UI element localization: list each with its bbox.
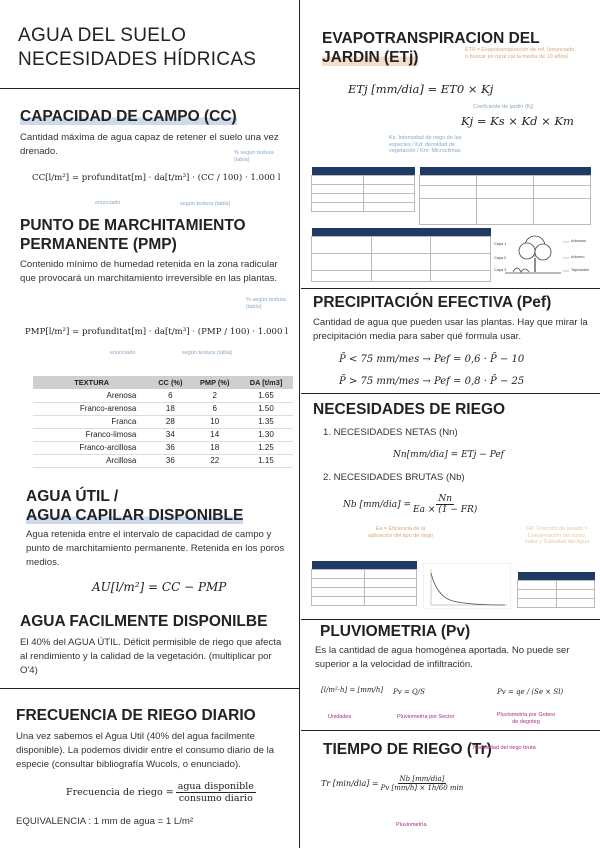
etj-note-et0: ET0 = Evapotranspiración de ref. (enunciado, o buscar en rural cat la media de 10 años) [465, 47, 576, 60]
table-row: Arcillosa 36 22 1.15 [33, 454, 293, 467]
cc-note-left: enunciado [95, 200, 121, 206]
nr-formula-2: Nb [mm/dia] = $\frac{Nn}{Ea \times (1 - FR)}$ [343, 494, 478, 515]
etj-note-k: Ks: Intensidad de riego de las especies / Kd: densidad de vegetación / Km: Microclimas [389, 135, 462, 154]
ea-table [311, 561, 417, 606]
pv-formula-sector: Pv = Q/S [393, 688, 425, 696]
table-row: Franca 28 10 1.35 [33, 415, 293, 428]
pmp-heading: PUNTO DE MARCHITAMIENTO PERMANENTE (PMP) [20, 217, 246, 253]
label-capa-2: Capa 2 [494, 256, 507, 260]
column-header: TEXTURA [33, 376, 150, 389]
pmp-text: Contenido mínimo de humedad retenida en la zona radicular que provocará un marchitamiento irreversible en las plantas. [20, 259, 278, 284]
divider [0, 688, 299, 689]
column-header: PMP (%) [190, 376, 239, 389]
pmp-note-top: % según textura (tabla) [246, 297, 286, 310]
label-capa-1: Capa 1 [494, 242, 507, 246]
nr-item-1: 1. NECESIDADES NETAS (Nn) [323, 427, 458, 438]
pef-formula-1: P̄ < 75 mm/mes → Pef = 0,6 · P̄ − 10 [339, 354, 525, 365]
cc-heading: CAPACIDAD DE CAMPO (CC) [20, 108, 237, 125]
pv-formula-units: [l/m²·h] = [mm/h] [321, 686, 384, 694]
cc-formula: CC[l/m²] = profunditat[m] · da[t/m³] · (CC / 100) · 1.000 l [32, 173, 281, 183]
divider [0, 88, 299, 89]
kd-table [419, 167, 591, 225]
pef-formula-2: P̄ > 75 mm/mes → Pef = 0,8 · P̄ − 25 [339, 376, 525, 387]
nr-heading: NECESIDADES DE RIEGO [313, 401, 506, 418]
pv-heading: PLUVIOMETRIA (Pv) [320, 623, 471, 640]
ks-table [311, 167, 415, 212]
etj-formula-2: Kj = Ks × Kd × Km [461, 114, 574, 128]
freq-text: Una vez sabemos el Agua Util (40% del agua facilmente disponible). La podemos dividir entre el consumo diario de la especie (consultar bibliografía Wucols, o enunciado). [16, 731, 275, 770]
etj-heading: EVAPOTRANSPIRACION DEL JARDIN (ETj) [322, 30, 540, 66]
au-formula: AU[l/m²] = CC − PMP [92, 580, 227, 594]
label-tapizantes: Tapizantes [571, 268, 590, 272]
pmp-formula: PMP[l/m²] = profunditat[m] · da[t/m³] · (PMP / 100) · 1.000 l [25, 327, 288, 337]
column-header: DA [t/m3] [239, 376, 293, 389]
freq-formula: Frecuencia de riego = $\frac{\text{agua disponible}}{\text{consumo diario}}$ [66, 781, 254, 804]
tr-note-pv: Pluviometría [396, 822, 427, 828]
freq-equivalence: EQUIVALENCIA : 1 mm de agua = 1 L/m² [16, 816, 194, 827]
label-arboreo: Arbóreo [571, 255, 585, 259]
pef-heading: PRECIPITACIÓN EFECTIVA (Pef) [313, 294, 552, 311]
nr-item-2: 2. NECESIDADES BRUTAS (Nb) [323, 472, 465, 483]
cc-note-right: según textura (tabla) [180, 201, 231, 207]
divider [301, 619, 600, 620]
pv-label-goteo: Pluviometría por Gotero de degoteg [496, 712, 556, 725]
freq-heading: FRECUENCIA DE RIEGO DIARIO [16, 707, 256, 724]
table-row: Arenosa 6 2 1.65 [33, 389, 293, 402]
pef-text: Cantidad de agua que pueden usar las plantas. Hay que mirar la precipitación media para saber qué formula usar. [313, 317, 588, 342]
divider [301, 288, 600, 289]
pv-label-units: Unidades [328, 714, 352, 720]
fr-table [517, 572, 595, 608]
afd-heading: AGUA FACILMENTE DISPONILBE [20, 613, 268, 630]
table-row: Franco-arcillosa 36 18 1.25 [33, 441, 293, 454]
cc-note-top: % según textura (tabla) [234, 150, 274, 163]
etj-formula-1: ETj [mm/dia] = ET0 × Kj [348, 82, 494, 96]
column-header: CC (%) [150, 376, 190, 389]
tr-heading: TIEMPO DE RIEGO (Tr) [323, 741, 492, 758]
au-text: Agua retenida entre el intervalo de capacidad de campo y punto de marchitamiento permanente. Retenida en los poros medios. [26, 529, 285, 568]
nr-note-ea: Ea = Eficiencia de la aplicación del tipo de riego [367, 526, 434, 539]
tr-formula: Tr [min/dia] = $\frac{\text{Nb [mm/dia]}}{Pv [mm/h] \times 1h/60 \min}$ [321, 775, 464, 792]
table-row: Franco-arenosa 18 6 1.50 [33, 402, 293, 415]
cc-text: Cantidad máxima de agua capaz de retener el suelo una vez drenado. [20, 132, 279, 157]
soil-texture-table [33, 376, 293, 468]
title-line-2: NECESIDADES HÍDRICAS [18, 49, 257, 70]
fr-curve-chart [423, 563, 511, 609]
pv-text: Es la cantidad de agua homogénea aportada. No puede ser superior a la velocidad de infiltración. [315, 645, 570, 670]
au-heading: AGUA ÚTIL / AGUA CAPILAR DISPONIBLE [26, 488, 244, 524]
tr-note-nb: Necesidad del riego bruta [473, 745, 536, 751]
table-row: Franco-limosa 34 14 1.30 [33, 428, 293, 441]
pv-label-sector: Pluviometría por Sector [397, 714, 455, 720]
nr-formula-1: Nn[mm/dia] = ETj − Pef [393, 450, 504, 460]
table-header-row [33, 376, 293, 389]
afd-text: El 40% del AGUA ÚTIL. Déficit permisible de riego que afecta al rendimiento y la calidad de la vegetación. (multiplicar por O'4) [20, 637, 282, 676]
title-line-1: AGUA DEL SUELO [18, 25, 187, 46]
etj-note-kj: Coeficiente de jardín (Kj) [473, 104, 534, 110]
pmp-note-left: enunciado [110, 350, 136, 356]
right-column [301, 0, 600, 848]
pv-formula-goteo: Pv = qe / (Se × Sl) [497, 688, 564, 696]
pmp-note-right: según textura (tabla) [182, 350, 233, 356]
divider [301, 393, 600, 394]
page-title [18, 24, 256, 72]
label-arbustos: Arbustos [571, 239, 586, 243]
km-table [311, 228, 491, 282]
label-capa-3: Capa 3 [494, 268, 507, 272]
divider [301, 730, 600, 731]
nr-note-fr: FR: Fracción de lavado = Conservación del suelo, sales y Salinidad del Agua [524, 526, 590, 545]
